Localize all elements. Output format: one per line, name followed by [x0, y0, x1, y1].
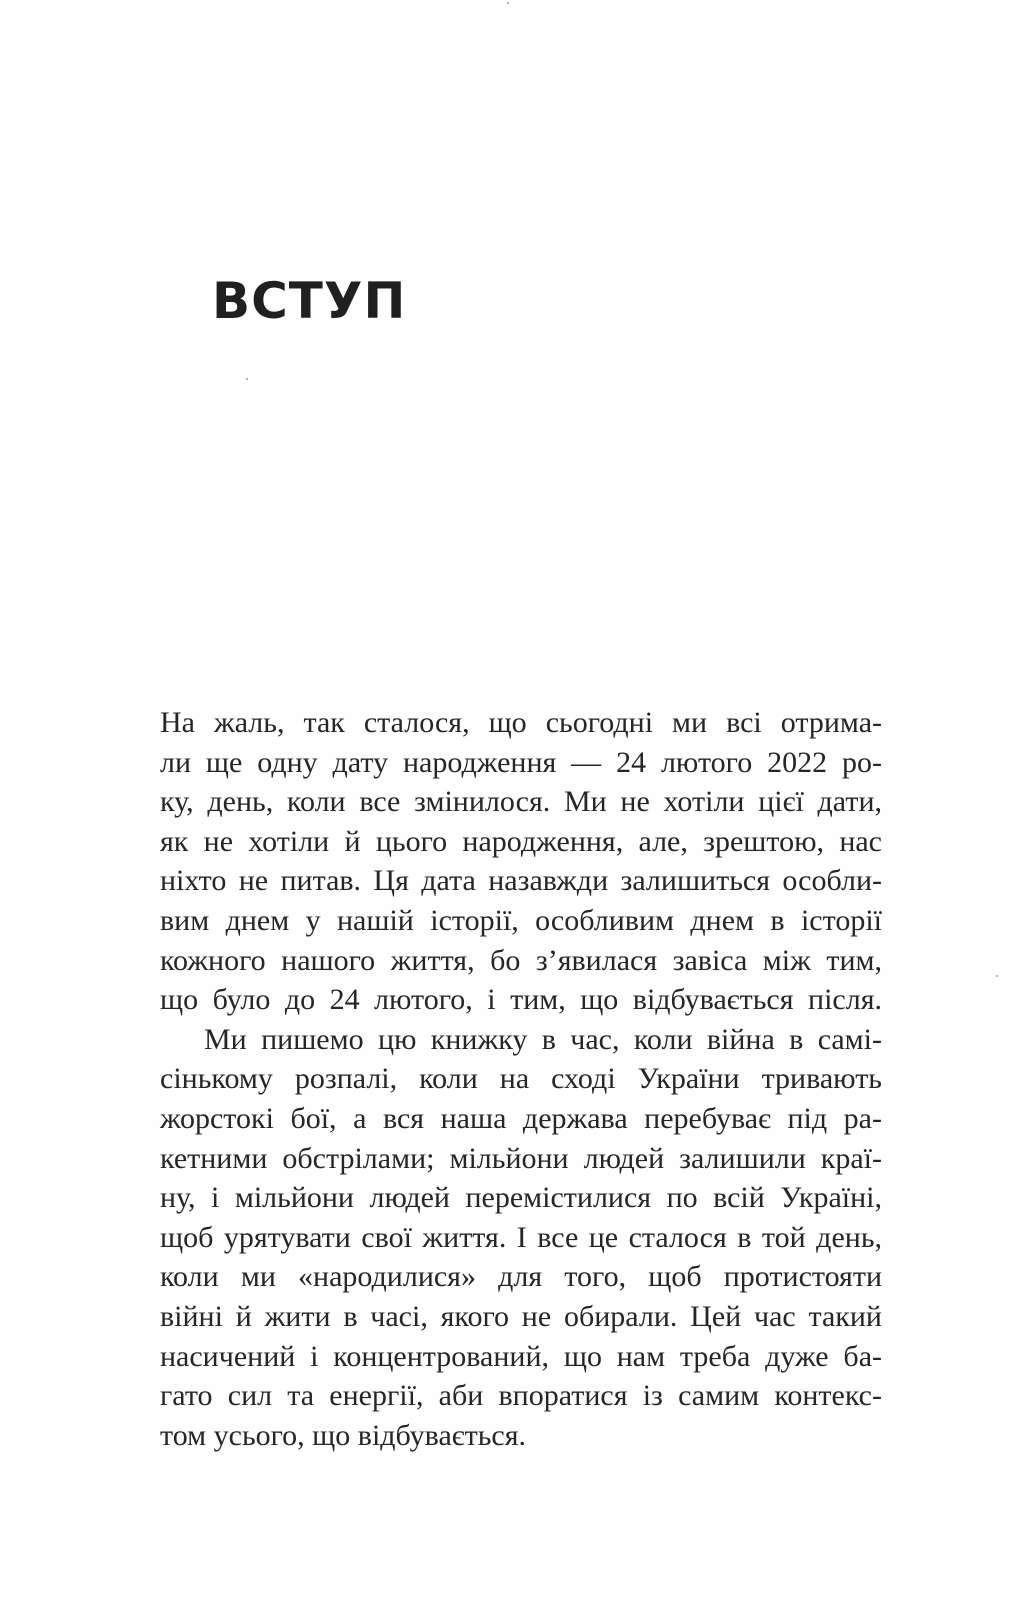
- print-speck: [246, 378, 248, 380]
- text-line: щоб урятувати свої життя. І все це сталося в той день,: [160, 1220, 882, 1254]
- text-line: гато сил та енергії, аби впоратися із самим контекс-: [160, 1379, 882, 1413]
- text-line: ніхто не питав. Ця дата назавжди залишиться особли-: [160, 864, 882, 898]
- paragraph-1: [160, 703, 882, 1020]
- body-text: [160, 703, 882, 1455]
- text-line: кетними обстрілами; мільйони людей залишили краї-: [160, 1141, 882, 1175]
- text-line: насичений і концентрований, що нам треба дуже ба-: [160, 1339, 882, 1373]
- text-line: що було до 24 лютого, і тим, що відбувається після.: [160, 983, 882, 1017]
- text-line: жорстокі бої, а вся наша держава перебуває під ра-: [160, 1101, 882, 1135]
- chapter-title: ВСТУП: [212, 272, 407, 330]
- text-line: ну, і мільйони людей перемістилися по всій Україні,: [160, 1181, 882, 1215]
- text-line: ли ще одну дату народження — 24 лютого 2022 ро-: [160, 745, 882, 779]
- text-line: том усього, що відбувається.: [160, 1418, 527, 1452]
- text-line: Ми пишемо цю книжку в час, коли війна в самі-: [204, 1022, 882, 1056]
- text-line: кожного нашого життя, бо з’явилася завіса між тим,: [160, 943, 882, 977]
- text-line: коли ми «народилися» для того, щоб протистояти: [160, 1260, 882, 1294]
- text-line: сінькому розпалі, коли на сході України тривають: [160, 1062, 882, 1096]
- paragraph-2: [160, 1020, 882, 1456]
- text-line: як не хотіли й цього народження, але, зрештою, нас: [160, 824, 882, 858]
- text-line: війні й жити в часі, якого не обирали. Цей час такий: [160, 1299, 882, 1333]
- print-speck: [507, 2, 509, 4]
- text-line: ку, день, коли все змінилося. Ми не хотіли цієї дати,: [160, 785, 882, 819]
- print-speck: [996, 975, 998, 977]
- text-line: На жаль, так сталося, що сьогодні ми всі отрима-: [160, 706, 882, 739]
- text-line: вим днем у нашій історії, особливим днем в історії: [160, 903, 882, 937]
